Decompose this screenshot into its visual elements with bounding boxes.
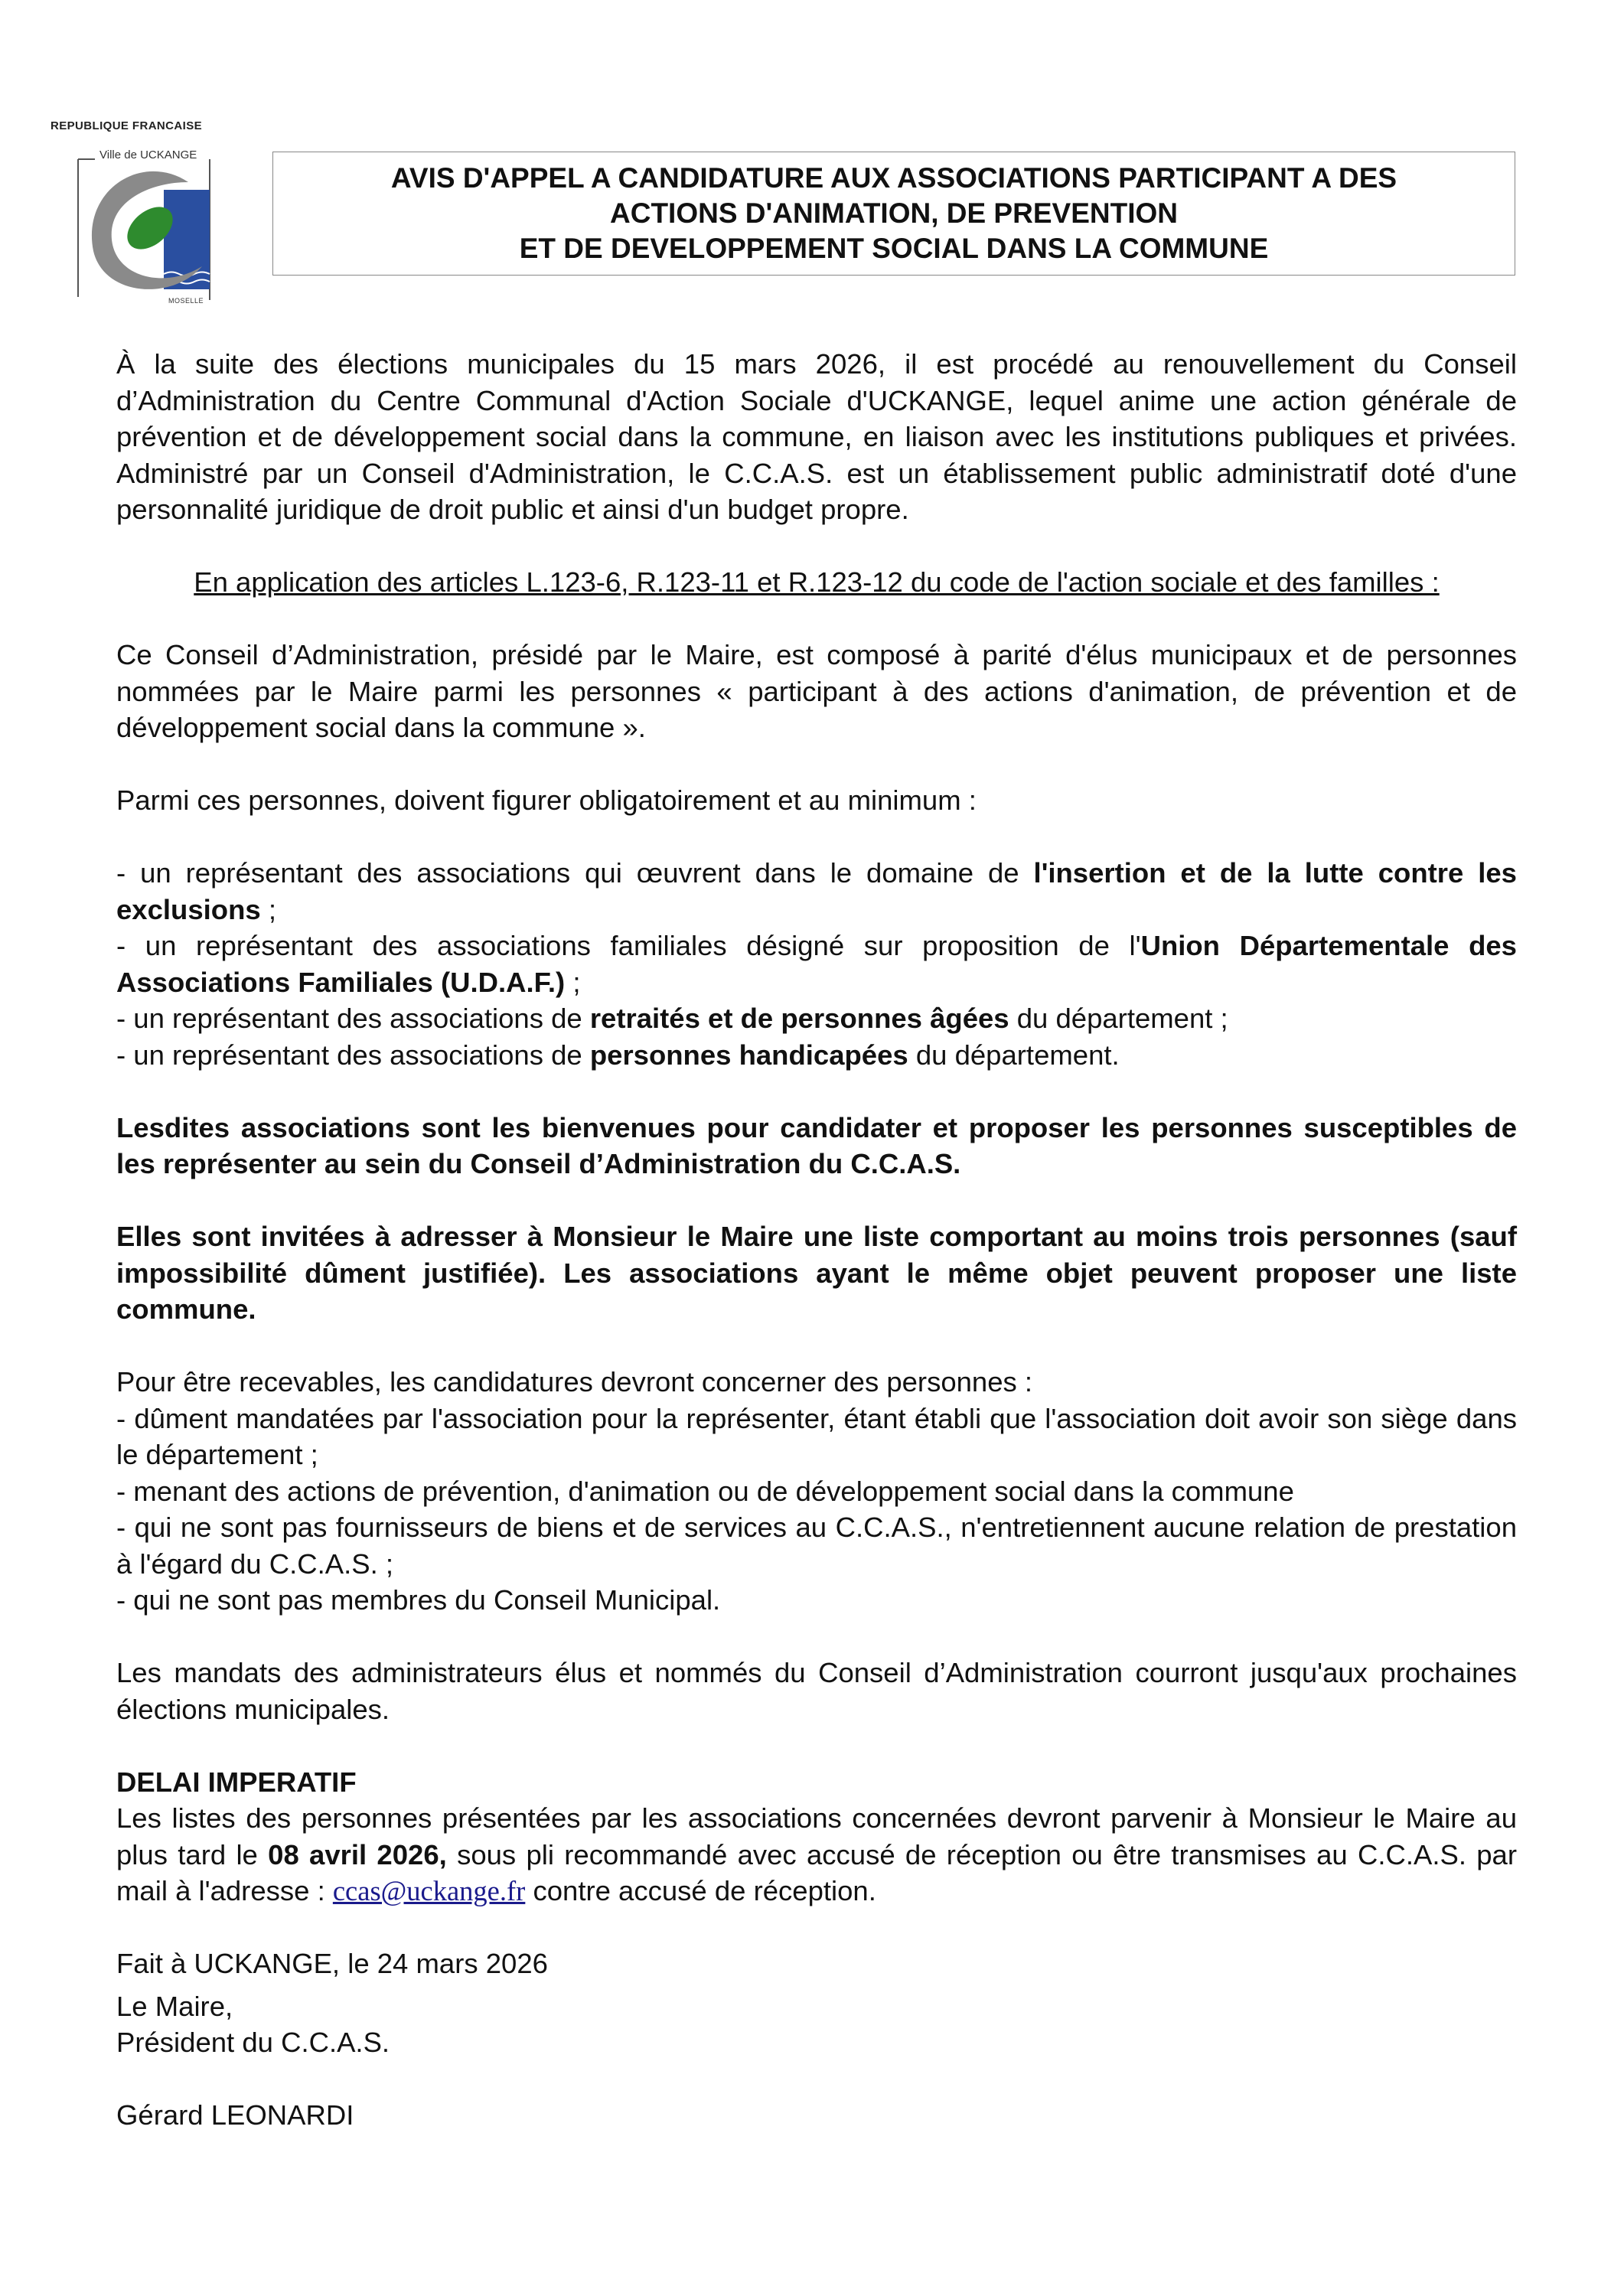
- logo-region: MOSELLE: [168, 297, 204, 305]
- email-link[interactable]: ccas@uckange.fr: [332, 1875, 526, 1906]
- requirement-item: - un représentant des associations de retraités et de personnes âgées du département ;: [116, 1003, 1228, 1034]
- header-left: [51, 119, 249, 132]
- logo-graphic: [73, 144, 216, 308]
- welcome-paragraph: Lesdites associations sont les bienvenues pour candidater et proposer les personnes susceptibles de les représenter au sein du Conseil d’Administration du C.C.A.S.: [116, 1111, 1517, 1179]
- invitation-paragraph: Elles sont invitées à adresser à Monsieur le Maire une liste comportant au moins trois personnes (sauf impossibilité dûment justifiée). Les associations ayant le même objet peuvent proposer une liste commune.: [116, 1221, 1517, 1325]
- title-line: ET DE DEVELOPPEMENT SOCIAL DANS LA COMMUNE: [519, 233, 1269, 264]
- deadline-paragraph: Les listes des personnes présentées par les associations concernées devront parvenir à Monsieur le Maire au plus tard le 08 avril 2026, sous pli recommandé avec accusé de réception ou être transmises au C.C.A.S. par mail à l'adresse : ccas@uckange.fr contre accusé de réception.: [116, 1802, 1518, 1906]
- composition-paragraph: Ce Conseil d’Administration, présidé par le Maire, est composé à parité d'élus municipaux et de personnes nommées par le Maire parmi les personnes « participant à des actions d'animation, de prévention et de développement social dans la commune ».: [116, 639, 1517, 743]
- eligibility-item: - qui ne sont pas fournisseurs de biens et de services au C.C.A.S., n'entretiennent aucune relation de prestation à l'égard du C.C.A.S. ;: [116, 1512, 1517, 1580]
- signature-name: Gérard LEONARDI: [116, 2099, 354, 2131]
- town-logo: [73, 144, 216, 308]
- logo-town-name: Ville de UCKANGE: [99, 148, 197, 161]
- republic-label: REPUBLIQUE FRANCAISE: [51, 119, 203, 132]
- requirement-intro: Parmi ces personnes, doivent figurer obligatoirement et au minimum :: [116, 784, 977, 816]
- requirement-item: - un représentant des associations familiales désigné sur proposition de l'Union Départementale des Associations Familiales (U.D.A.F.) ;: [116, 930, 1517, 998]
- signature-title: Le Maire,: [116, 1990, 233, 2022]
- place-date: Fait à UCKANGE, le 24 mars 2026: [116, 1948, 548, 1979]
- title-box: [272, 152, 1515, 276]
- signature-role: Président du C.C.A.S.: [116, 2027, 390, 2058]
- eligibility-intro: Pour être recevables, les candidatures devront concerner des personnes :: [116, 1366, 1033, 1397]
- title-line: AVIS D'APPEL A CANDIDATURE AUX ASSOCIATIONS PARTICIPANT A DES: [390, 162, 1397, 194]
- legal-reference: En application des articles L.123-6, R.123-11 et R.123-12 du code de l'action sociale et des familles :: [194, 566, 1440, 598]
- eligibility-item: - qui ne sont pas membres du Conseil Municipal.: [116, 1584, 721, 1616]
- mandates-paragraph: Les mandats des administrateurs élus et nommés du Conseil d’Administration courront jusqu'aux prochaines élections municipales.: [116, 1657, 1517, 1725]
- title-line: ACTIONS D'ANIMATION, DE PREVENTION: [610, 197, 1178, 229]
- notice-body: [116, 346, 1517, 2134]
- requirement-item: - un représentant des associations qui œuvrent dans le domaine de l'insertion et de la lutte contre les exclusions ;: [116, 857, 1517, 925]
- eligibility-item: - menant des actions de prévention, d'animation ou de développement social dans la commune: [116, 1475, 1294, 1507]
- intro-paragraph: À la suite des élections municipales du 15 mars 2026, il est procédé au renouvellement du Conseil d’Administration du Centre Communal d'Action Sociale d'UCKANGE, lequel anime une action générale de prévention et de développement social dans la commune, en liaison avec les institutions publiques et privées. Administré par un Conseil d'Administration, le C.C.A.S. est un établissement public administratif doté d'une personnalité juridique de droit public et ainsi d'un budget propre.: [116, 348, 1517, 525]
- deadline-heading: DELAI IMPERATIF: [116, 1766, 357, 1798]
- requirement-item: - un représentant des associations de personnes handicapées du département.: [116, 1039, 1120, 1071]
- eligibility-item: - dûment mandatées par l'association pour la représenter, étant établi que l'association doit avoir son siège dans le département ;: [116, 1402, 1517, 1470]
